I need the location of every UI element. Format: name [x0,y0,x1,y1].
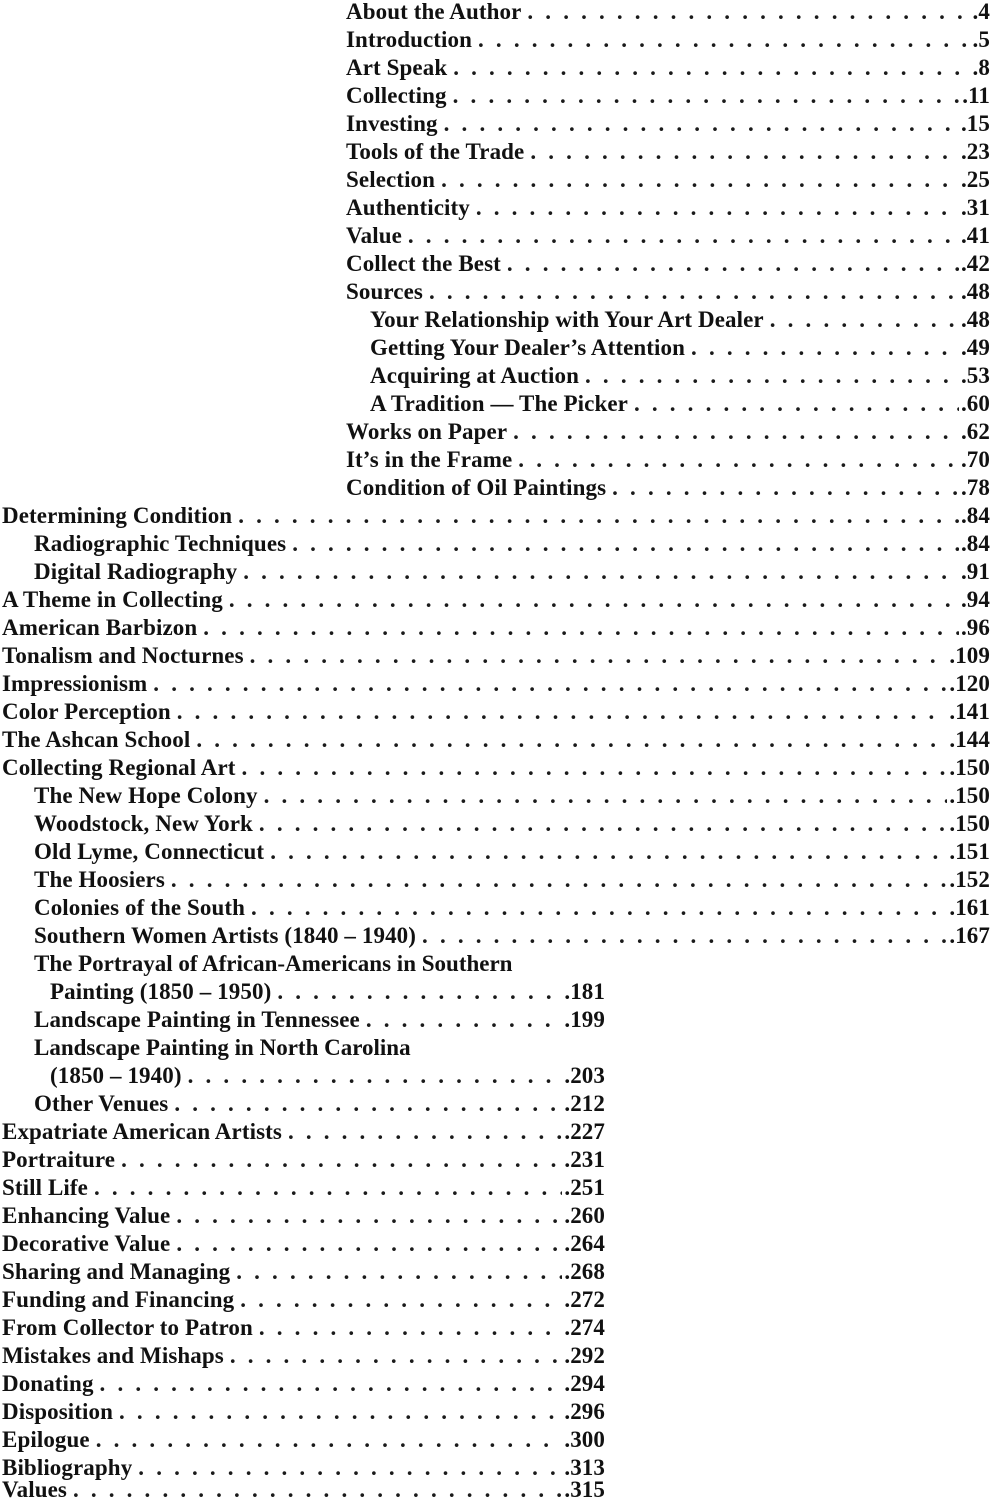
toc-subentry [370,390,990,418]
dot-leader [612,474,959,502]
dot-leader [94,1174,562,1202]
toc-subentry-title-line: Landscape Painting in North Carolina [34,1035,411,1060]
dot-leader [366,1006,563,1034]
toc-entry [346,0,990,26]
toc-entry-title: Donating [2,1371,94,1396]
toc-entry-page: .49 [960,335,990,360]
toc-subentry-continuation [50,1062,605,1090]
toc-entry-page: .151 [949,839,990,864]
dot-leader [770,306,959,334]
toc-entry [2,1398,605,1426]
toc-entry-title: Decorative Value [2,1231,171,1256]
toc-entry [346,138,990,166]
toc-entry [2,1476,605,1504]
dot-leader [691,334,959,362]
toc-entry-title: Southern Women Artists (1840 – 1940) [34,923,417,948]
dot-leader [238,502,959,530]
toc-subentry-title-line: The Portrayal of African-Americans in Southern [34,951,513,976]
toc-entry-page: .41 [960,223,990,248]
dot-leader [259,1314,562,1342]
toc-entry [2,1174,605,1202]
toc-entry-title: Collecting Regional Art [2,755,236,780]
toc-entry-title: Your Relationship with Your Art Dealer [370,307,764,332]
toc-entry-page: .315 [564,1477,605,1502]
toc-entry-page: .5 [972,27,990,52]
toc-entry-page: .23 [960,139,990,164]
toc-entry-title: A Tradition — The Picker [370,391,628,416]
toc-entry-title: Digital Radiography [34,559,238,584]
toc-entry-page: .141 [949,699,990,724]
toc-entry [2,1370,605,1398]
toc-entry-page: .272 [564,1287,605,1312]
toc-entry [2,586,990,614]
dot-leader [230,1342,563,1370]
toc-subentry [34,810,990,838]
toc-entry-title: About the Author [346,0,522,24]
dot-leader [171,866,947,894]
dot-leader [153,670,947,698]
toc-entry [346,278,990,306]
toc-entry-page: .150 [949,811,990,836]
toc-entry-page: .212 [564,1091,605,1116]
toc-entry-title: Portraiture [2,1147,116,1172]
toc-entry-title: Works on Paper [346,419,508,444]
toc-entry-page: .274 [564,1315,605,1340]
dot-leader [292,530,959,558]
toc-entry-title: Acquiring at Auction [370,363,580,388]
toc-entry [2,1202,605,1230]
dot-leader [251,894,947,922]
dot-leader [453,82,961,110]
toc-entry-title: Tonalism and Nocturnes [2,643,244,668]
toc-entry-title: The Hoosiers [34,867,165,892]
toc-entry [2,642,990,670]
toc-entry-page: .292 [564,1343,605,1368]
toc-entry-title: Radiographic Techniques [34,531,287,556]
toc-entry [346,166,990,194]
toc-entry-page: .42 [960,251,990,276]
toc-entry [2,726,990,754]
toc-entry-page: .62 [960,419,990,444]
dot-leader [176,1202,562,1230]
toc-entry-page: .203 [564,1063,605,1088]
toc-entry-title: Value [346,223,402,248]
toc-entry-title: Collect the Best [346,251,501,276]
toc-entry-page: .60 [960,391,990,416]
toc-entry-page: .251 [564,1175,605,1200]
toc-entry-title: Condition of Oil Paintings [346,475,607,500]
toc-entry-page: .181 [564,979,605,1004]
toc-subentry [34,894,990,922]
toc-entry-title: Expatriate American Artists [2,1119,282,1144]
toc-entry-title: (1850 – 1940) [50,1063,182,1088]
dot-leader [441,166,959,194]
dot-leader [264,782,948,810]
toc-entry [2,614,990,642]
toc-entry-page: .264 [564,1231,605,1256]
toc-entry-page: .161 [949,895,990,920]
toc-entry-page: .150 [949,755,990,780]
dot-leader [196,726,947,754]
toc-entry-title: Enhancing Value [2,1203,171,1228]
toc-entry [2,1342,605,1370]
toc-entry [346,222,990,250]
toc-entry-page: .260 [564,1203,605,1228]
dot-leader [444,110,959,138]
dot-leader [177,698,948,726]
toc-entry-page: .8 [972,55,990,80]
toc-entry-title: Sources [346,279,423,304]
dot-leader [507,250,959,278]
toc-entry [346,250,990,278]
toc-entry-title: Mistakes and Mishaps [2,1343,224,1368]
toc-entry-title: American Barbizon [2,615,198,640]
toc-entry-page: .78 [960,475,990,500]
toc-entry-page: .11 [962,83,990,108]
toc-entry-page: .4 [972,0,990,24]
toc-subentry [34,866,990,894]
dot-leader [100,1370,563,1398]
toc-entry-page: .167 [949,923,990,948]
toc-entry-title: Impressionism [2,671,148,696]
toc-entry [2,502,990,530]
toc-subentry [370,306,990,334]
toc-entry-page: .109 [949,643,990,668]
dot-leader [242,754,948,782]
toc-entry-title: Color Perception [2,699,171,724]
toc-subentry [34,530,990,558]
dot-leader [429,278,959,306]
dot-leader [634,390,959,418]
toc-subentry [34,1090,605,1118]
toc-entry-title: Determining Condition [2,503,233,528]
toc-entry-title: Disposition [2,1399,114,1424]
dot-leader [277,978,562,1006]
toc-entry [346,418,990,446]
toc-entry-title: Getting Your Dealer’s Attention [370,335,686,360]
toc-entry [2,1426,605,1454]
toc-entry-title: The New Hope Colony [34,783,258,808]
toc-entry-title: Tools of the Trade [346,139,525,164]
toc-entry-title: Still Life [2,1175,88,1200]
toc-entry [346,26,990,54]
dot-leader [259,810,947,838]
toc-entry-title: Other Venues [34,1091,169,1116]
toc-entry-page: .144 [949,727,990,752]
toc-entry-title: Sharing and Managing [2,1259,231,1284]
toc-subentry [34,1006,605,1034]
toc-entry-title: Woodstock, New York [34,811,253,836]
toc-entry-page: .296 [564,1399,605,1424]
toc-entry-page: .150 [949,783,990,808]
toc-entry-title: Colonies of the South [34,895,246,920]
toc-entry-page: .25 [960,167,990,192]
toc-entry-title: Introduction [346,27,473,52]
toc-entry-page: .48 [960,279,990,304]
dot-leader [96,1426,563,1454]
toc-entry [2,1286,605,1314]
toc-entry-title: Selection [346,167,436,192]
dot-leader [585,362,959,390]
dot-leader [203,614,959,642]
dot-leader [422,922,947,950]
toc-entry [2,1230,605,1258]
dot-leader [288,1118,562,1146]
toc-entry-page: .48 [960,307,990,332]
dot-leader [453,54,970,82]
toc-entry-page: .300 [564,1427,605,1452]
toc-entry-page: .268 [564,1259,605,1284]
dot-leader [174,1090,562,1118]
dot-leader [73,1476,562,1504]
toc-entry-title: From Collector to Patron [2,1315,253,1340]
toc-entry-page: .15 [960,111,990,136]
toc-entry-title: Investing [346,111,438,136]
toc-entry-title: Bibliography [2,1455,133,1480]
toc-entry [346,474,990,502]
toc-subentry-continuation [50,978,605,1006]
toc-entry-title: Authenticity [346,195,470,220]
toc-entry [2,1146,605,1174]
toc-entry-page: .94 [960,587,990,612]
toc-entry [2,698,990,726]
dot-leader [188,1062,563,1090]
toc-entry-title: It’s in the Frame [346,447,513,472]
toc-entry-page: .231 [564,1147,605,1172]
toc-entry [2,1258,605,1286]
toc-entry [2,754,990,782]
toc-entry-title: Epilogue [2,1427,90,1452]
dot-leader [236,1258,562,1286]
toc-entry-title: Values [2,1477,67,1502]
toc-entry [2,1314,605,1342]
toc-entry [346,446,990,474]
toc-subentry [370,334,990,362]
toc-entry-page: .91 [960,559,990,584]
toc-entry-page: .313 [564,1455,605,1480]
toc-entry-page: .31 [960,195,990,220]
toc-entry [346,54,990,82]
toc-entry [2,670,990,698]
dot-leader [527,0,970,26]
toc-entry-page: .199 [564,1007,605,1032]
dot-leader [243,558,959,586]
toc-subentry [34,782,990,810]
toc-entry-page: .294 [564,1371,605,1396]
dot-leader [176,1230,562,1258]
dot-leader [476,194,959,222]
toc-entry-title: Collecting [346,83,447,108]
dot-leader [229,586,959,614]
dot-leader [408,222,959,250]
dot-leader [121,1146,562,1174]
toc-subentry [370,362,990,390]
toc-entry-title: Art Speak [346,55,448,80]
toc-entry-page: .70 [960,447,990,472]
toc-entry [346,110,990,138]
toc-entry-title: Landscape Painting in Tennessee [34,1007,360,1032]
toc-entry-page: .84 [960,503,990,528]
toc-entry [346,194,990,222]
dot-leader [250,642,948,670]
dot-leader [119,1398,562,1426]
toc-entry-title: Painting (1850 – 1950) [50,979,272,1004]
toc-entry-title: Funding and Financing [2,1287,235,1312]
toc-entry-title: The Ashcan School [2,727,191,752]
dot-leader [478,26,971,54]
toc-entry-page: .53 [960,363,990,388]
toc-entry-page: .84 [960,531,990,556]
toc-entry-page: .152 [949,867,990,892]
toc-entry-title: A Theme in Collecting [2,587,223,612]
dot-leader [513,418,959,446]
toc-entry [2,1118,605,1146]
toc-entry-page: .120 [949,671,990,696]
toc-entry-page: .96 [960,615,990,640]
toc-subentry [34,922,990,950]
dot-leader [530,138,959,166]
dot-leader [518,446,959,474]
toc-entry-page: .227 [564,1119,605,1144]
toc-subentry [34,838,990,866]
toc-entry-title: Old Lyme, Connecticut [34,839,265,864]
toc-entry [346,82,990,110]
dot-leader [270,838,947,866]
toc-subentry [34,558,990,586]
dot-leader [240,1286,562,1314]
